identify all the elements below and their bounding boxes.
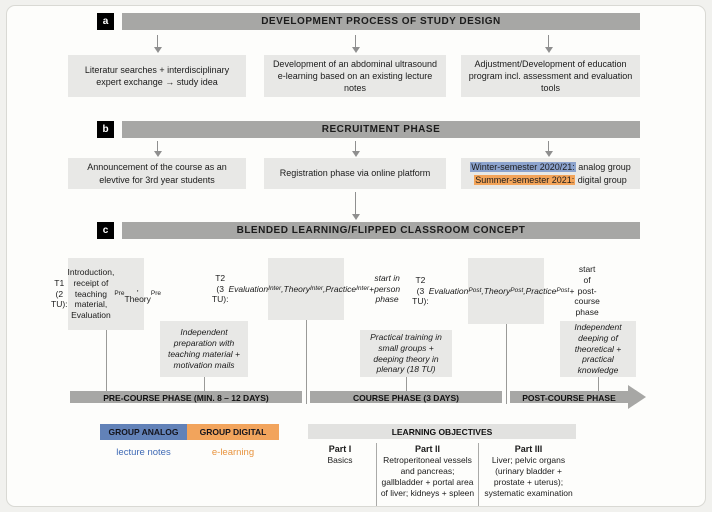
down-arrow-icon bbox=[153, 35, 162, 53]
section-b-title-bar: RECRUITMENT PHASE bbox=[122, 121, 640, 138]
connector-line bbox=[406, 377, 407, 391]
part-desc: Retroperitoneal vessels and pancreas; gallbladder + portal area of liver; kidneys + spleen bbox=[380, 455, 475, 499]
box-program-adjustment: Adjustment/Development of education program incl. assessment and evaluation tools bbox=[461, 55, 640, 97]
group-digital-box: GROUP DIGITAL bbox=[187, 424, 279, 440]
group-analog-sublabel: lecture notes bbox=[116, 447, 171, 458]
learning-objectives-bar: LEARNING OBJECTIVES bbox=[308, 424, 576, 439]
down-arrow-icon bbox=[153, 141, 162, 157]
box-elearning-development: Development of an abdominal ultrasound e-learning based on an existing lecture notes bbox=[264, 55, 446, 97]
box-literature-search: Literatur searches + interdisciplinary expert exchange → study idea bbox=[68, 55, 246, 97]
part-name: Part II bbox=[414, 444, 440, 454]
down-arrow-icon bbox=[351, 35, 360, 53]
timeline-label-course: COURSE PHASE (3 DAYS) bbox=[353, 393, 459, 403]
section-a-title-bar: DEVELOPMENT PROCESS OF STUDY DESIGN bbox=[122, 13, 640, 30]
group-digital-sublabel: e-learning bbox=[211, 447, 255, 458]
down-arrow-icon bbox=[351, 141, 360, 157]
part-name: Part I bbox=[328, 444, 352, 454]
timeline-label-postcourse: POST-COURSE PHASE bbox=[522, 393, 616, 403]
connector-line bbox=[204, 377, 205, 391]
learning-part-3 bbox=[481, 444, 576, 499]
winter-semester-line: Winter-semester 2020/21: analog group bbox=[471, 162, 631, 173]
down-arrow-icon bbox=[544, 141, 553, 157]
learning-part-2 bbox=[380, 444, 475, 499]
section-a-badge: a bbox=[97, 13, 114, 30]
column-divider bbox=[478, 443, 479, 506]
connector-line bbox=[306, 320, 307, 404]
box-semesters bbox=[461, 158, 640, 189]
part-name: Part III bbox=[514, 444, 543, 454]
section-b-badge: b bbox=[97, 121, 114, 138]
box-independent-preparation: Independent preparation with teaching material + motivation mails bbox=[160, 321, 248, 377]
box-t2-inter: T2 (3 TU): Evaluation Inter , Theory Inter , Practice + start in person phase bbox=[268, 258, 344, 320]
down-arrow-icon bbox=[544, 35, 553, 53]
box-independent-deepening: Independent deeping of theoretical + practical knowledge bbox=[560, 321, 636, 377]
part-desc: Basics bbox=[327, 455, 353, 465]
section-c-title-bar: BLENDED LEARNING/FLIPPED CLASSROOM CONCEPT bbox=[122, 222, 640, 239]
section-c-badge: c bbox=[97, 222, 114, 239]
connector-line bbox=[506, 324, 507, 404]
box-announcement: Announcement of the course as an elevtive for 3rd year students bbox=[68, 158, 246, 189]
box-t1: T1 (2 TU): Introduction, receipt of teaching material, Evaluation Pre , Theory bbox=[68, 258, 144, 330]
summer-semester-line: Summer-semester 2021: digital group bbox=[475, 174, 627, 185]
timeline-arrowhead-icon bbox=[628, 385, 646, 409]
column-divider bbox=[376, 443, 377, 506]
part-desc: Liver; pelvic organs (urinary bladder + prostate + uterus); systematic examination bbox=[484, 455, 573, 499]
box-practical-training: Practical training in small groups + deeping theory in plenary (18 TU) bbox=[360, 330, 452, 377]
box-registration: Registration phase via online platform bbox=[264, 158, 446, 189]
box-t2-post: T2 (3 TU): Evaluation Post , Theory Post , Practice + start of post-course phase bbox=[468, 258, 544, 324]
down-arrow-icon bbox=[351, 192, 360, 220]
timeline-label-precourse: PRE-COURSE PHASE (MIN. 8 – 12 DAYS) bbox=[103, 393, 269, 403]
group-analog-box: GROUP ANALOG bbox=[100, 424, 187, 440]
connector-line bbox=[106, 330, 107, 391]
learning-part-1 bbox=[308, 444, 372, 466]
connector-line bbox=[598, 377, 599, 391]
